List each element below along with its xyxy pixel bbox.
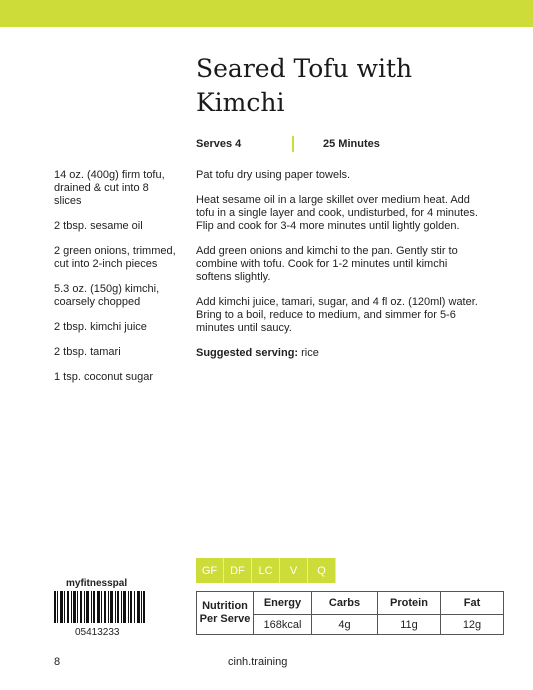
ingredient-item: 5.3 oz. (150g) kimchi, coarsely chopped xyxy=(54,283,160,308)
nutrition-value-protein: 11g xyxy=(378,615,441,635)
method-step: Add kimchi juice, tamari, sugar, and 4 fl oz. (120ml) water. Bring to a boil, reduce to medium, and simmer for 5-6 minutes until saucy. xyxy=(196,296,478,334)
top-accent-bar xyxy=(0,0,533,27)
recipe-title: Seared Tofu with Kimchi xyxy=(196,54,413,117)
barcode-number: 05413233 xyxy=(75,627,120,638)
badge-gf: GF xyxy=(196,558,224,583)
serving-label: Suggested serving: xyxy=(196,347,299,359)
nutrition-value-carbs: 4g xyxy=(312,615,378,635)
meta-divider xyxy=(292,136,294,152)
time-label: 25 Minutes xyxy=(323,138,380,150)
ingredient-item: 2 tbsp. sesame oil xyxy=(54,220,143,232)
diet-badges xyxy=(196,558,336,583)
serving-value: rice xyxy=(298,347,319,359)
nutrition-value-fat: 12g xyxy=(441,615,504,635)
barcode-icon xyxy=(54,591,146,623)
nutrition-header-protein: Protein xyxy=(378,592,441,615)
method-step: Add green onions and kimchi to the pan. Gently stir to combine with tofu. Cook for 1-2 minutes until kimchi softens slightly. xyxy=(196,245,458,283)
badge-df: DF xyxy=(224,558,252,583)
nutrition-header-energy: Energy xyxy=(254,592,312,615)
ingredients-list xyxy=(54,169,179,396)
method-section xyxy=(196,169,481,372)
nutrition-table xyxy=(196,591,504,635)
nutrition-label: Nutrition Per Serve xyxy=(197,592,254,635)
suggested-serving xyxy=(196,347,481,360)
badge-v: V xyxy=(280,558,308,583)
nutrition-header-fat: Fat xyxy=(441,592,504,615)
serves-label: Serves 4 xyxy=(196,138,242,150)
footer-website: cinh.training xyxy=(228,656,288,668)
ingredient-item: 2 tbsp. kimchi juice xyxy=(54,321,147,333)
nutrition-value-energy: 168kcal xyxy=(254,615,312,635)
brand-logo-text: myfitnesspal xyxy=(66,578,128,589)
ingredient-item: 1 tsp. coconut sugar xyxy=(54,371,154,383)
badge-lc: LC xyxy=(252,558,280,583)
method-step: Pat tofu dry using paper towels. xyxy=(196,169,351,181)
method-step: Heat sesame oil in a large skillet over medium heat. Add tofu in a single layer and cook, undisturbed, for 4 minutes. Flip and cook for 3-4 more minutes until lightly golden. xyxy=(196,194,478,232)
badge-q: Q xyxy=(308,558,336,583)
page-number: 8 xyxy=(54,656,61,668)
nutrition-header-carbs: Carbs xyxy=(312,592,378,615)
ingredient-item: 2 green onions, trimmed, cut into 2-inch pieces xyxy=(54,245,176,270)
ingredient-item: 2 tbsp. tamari xyxy=(54,346,121,358)
ingredient-item: 14 oz. (400g) firm tofu, drained & cut into 8 slices xyxy=(54,169,165,207)
